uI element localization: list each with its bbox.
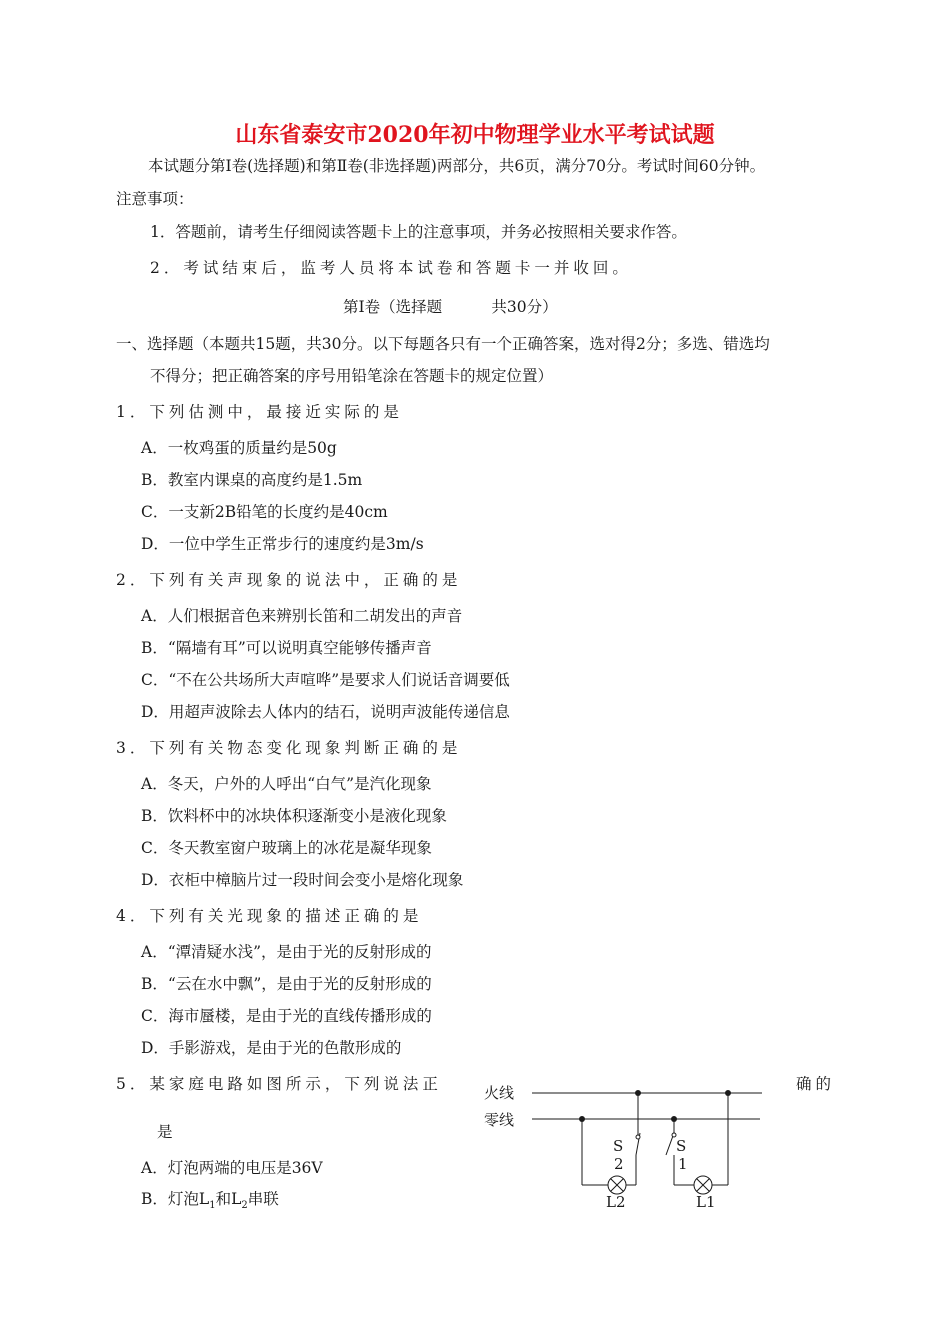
question-1-option-a: A．一枚鸡蛋的质量约是50g	[141, 439, 337, 457]
question-5-option-b: B．灯泡$L_1$和$L_2$串联	[141, 1190, 279, 1212]
question-3-stem: 3．下列有关物态变化现象判断正确的是	[116, 739, 462, 757]
switch1-label-num: 1	[678, 1155, 688, 1173]
lamp1-symbol	[694, 1176, 712, 1194]
exam-intro: 本试题分第Ⅰ卷(选择题)和第Ⅱ卷(非选择题)两部分，共6页，满分70分。考试时间60分钟。	[148, 157, 766, 175]
exam-title: 山东省泰安市2020年初中物理学业水平考试试题	[235, 122, 715, 148]
question-1-option-d: D．一位中学生正常步行的速度约是3m/s	[141, 535, 424, 553]
question-4-option-c: C．海市蜃楼，是由于光的直线传播形成的	[141, 1007, 432, 1025]
junction-dot	[671, 1116, 677, 1122]
question-5-option-a: A．灯泡两端的电压是36V	[141, 1159, 323, 1177]
question-3-option-b: B．饮料杯中的冰块体积逐渐变小是液化现象	[141, 807, 447, 825]
switch2-label-num: 2	[614, 1155, 624, 1173]
question-3-option-c: C．冬天教室窗户玻璃上的冰花是凝华现象	[141, 839, 432, 857]
part1-instructions-line1: 一、选择题（本题共15题，共30分。以下每题各只有一个正确答案，选对得2分；多选、错选均	[116, 335, 770, 353]
circuit-diagram	[470, 1075, 780, 1210]
live-wire-label: 火线	[484, 1084, 515, 1102]
notice-heading: 注意事项：	[116, 190, 194, 208]
question-4-option-d: D．手影游戏，是由于光的色散形成的	[141, 1039, 402, 1057]
question-1-option-c: C．一支新2B铅笔的长度约是40cm	[141, 503, 388, 521]
question-4-option-a: A．“潭清疑水浅”，是由于光的反射形成的	[141, 943, 432, 961]
lamp2-symbol	[608, 1176, 626, 1194]
question-3-option-d: D．衣柜中樟脑片过一段时间会变小是熔化现象	[141, 871, 464, 889]
part1-instructions-line2: 不得分；把正确答案的序号用铅笔涂在答题卡的规定位置）	[150, 367, 554, 385]
switch1-label-s: S	[676, 1137, 687, 1155]
question-5-stem: 5．某家庭电路如图所示，下列说法正	[116, 1075, 442, 1093]
question-4-stem: 4．下列有关光现象的描述正确的是	[116, 907, 423, 925]
question-4-option-b: B．“云在水中飘”，是由于光的反射形成的	[141, 975, 432, 993]
question-2-option-b: B．“隔墙有耳”可以说明真空能够传播声音	[141, 639, 432, 657]
junction-dot	[725, 1090, 731, 1096]
lamp1-label: L1	[696, 1193, 716, 1210]
question-1-stem: 1．下列估测中，最接近实际的是	[116, 403, 403, 421]
question-1-option-b: B．教室内课桌的高度约是1.5m	[141, 471, 363, 489]
junction-dot	[579, 1116, 585, 1122]
lamp2-label: L2	[606, 1193, 626, 1210]
question-2-option-c: C．“不在公共场所大声喧哗”是要求人们说话音调要低	[141, 671, 510, 689]
section-title: 第Ⅰ卷（选择题 共30分）	[343, 298, 558, 316]
question-5-stem-end: 确的	[796, 1075, 836, 1093]
question-2-option-a: A．人们根据音色来辨别长笛和二胡发出的声音	[141, 607, 463, 625]
question-5-stem-cont: 是	[157, 1123, 173, 1141]
switch2-label-s: S	[613, 1137, 624, 1155]
neutral-wire-label: 零线	[484, 1111, 515, 1129]
switch2-contact	[636, 1135, 640, 1139]
question-2-option-d: D．用超声波除去人体内的结石，说明声波能传递信息	[141, 703, 510, 721]
question-2-stem: 2．下列有关声现象的说法中，正确的是	[116, 571, 462, 589]
notice-item-1: 1．答题前，请考生仔细阅读答题卡上的注意事项，并务必按照相关要求作答。	[150, 223, 687, 241]
question-3-option-a: A．冬天，户外的人呼出“白气”是汽化现象	[141, 775, 432, 793]
notice-item-2: 2．考试结束后，监考人员将本试卷和答题卡一并收回。	[150, 259, 632, 277]
junction-dot	[635, 1090, 641, 1096]
